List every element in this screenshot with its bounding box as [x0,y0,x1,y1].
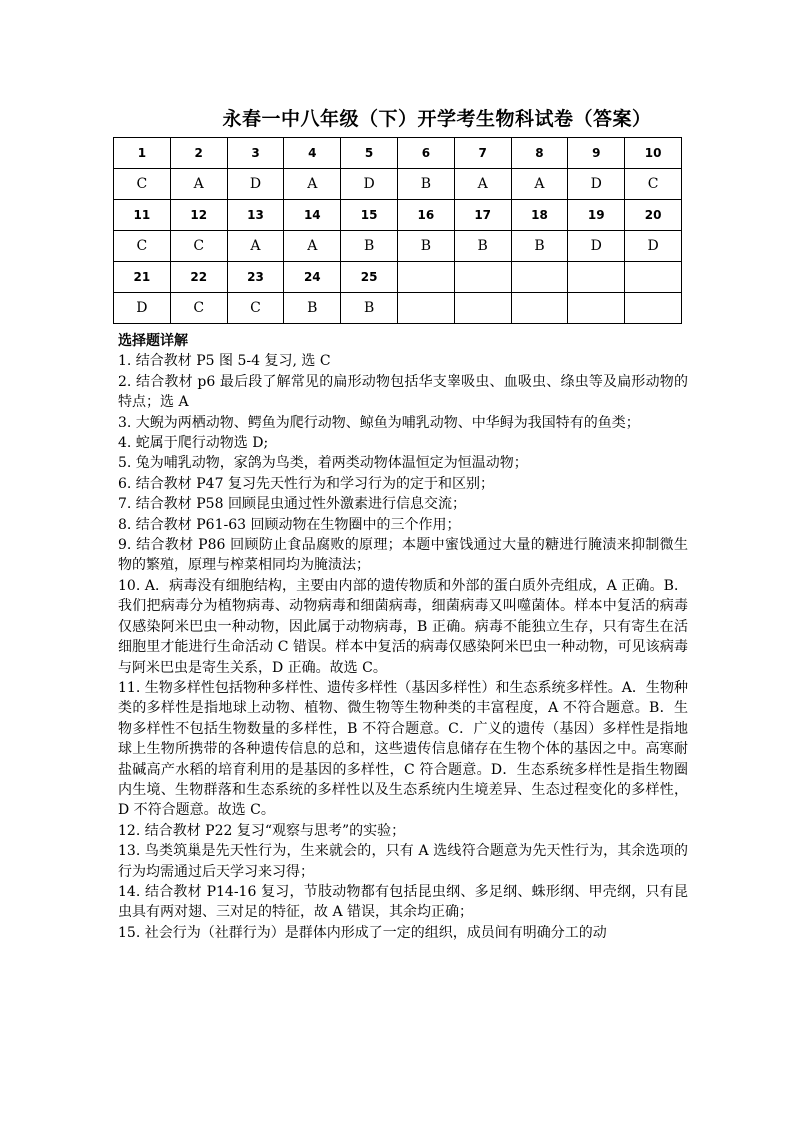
explanation-item: 11. 生物多样性包括物种多样性、遗传多样性（基因多样性）和生态系统多样性。A．生物种类的多样性是指地球上动物、植物、微生物等生物种类的丰富程度，A 不符合题意。B．生物多样性不包括生物数量的多样性，B 不符合题意。C．广义的遗传（基因）多样性是指地球上生物所携带的各种遗传信息的总和，这些遗传信息储存在生物个体的基因之中。高寒耐盐碱高产水稻的培育利用的是基因的多样性，C 符合题意。D．生态系统多样性是指生物圈内生境、生物群落和生态系统的多样性以及生态系统内生境差异、生态过程变化的多样性，D 不符合题意。故选 C。 [118,679,688,819]
answer-cell [397,293,454,324]
answer-cell: B [454,231,511,262]
answer-cell: A [284,169,341,200]
question-number-cell: 19 [568,200,625,231]
question-number-cell: 1 [114,138,171,169]
explanation-item: 14. 结合教材 P14-16 复习，节肢动物都有包括昆虫纲、多足纲、蛛形纲、甲壳纲，只有昆虫具有两对翅、三对足的特征，故 A 错误，其余均正确； [118,883,688,921]
question-number-cell: 6 [397,138,454,169]
answer-cell: D [625,231,682,262]
question-number-cell [511,262,568,293]
answer-cell: A [170,169,227,200]
answer-row [114,169,682,200]
answer-cell [454,293,511,324]
answer-cell: A [454,169,511,200]
question-number-cell: 8 [511,138,568,169]
question-number-cell: 24 [284,262,341,293]
question-number-cell: 17 [454,200,511,231]
question-number-cell: 21 [114,262,171,293]
explanation-item: 5. 兔为哺乳动物，家鸽为鸟类，着两类动物体温恒定为恒温动物； [118,455,528,472]
answer-cell [511,293,568,324]
answer-cell: B [397,169,454,200]
explanation-item: 4. 蛇属于爬行动物选 D; [118,435,269,452]
question-number-row [114,200,682,231]
question-number-cell: 3 [227,138,284,169]
question-number-cell: 11 [114,200,171,231]
answer-cell: A [511,169,568,200]
explanation-item: 13. 鸟类筑巢是先天性行为，生来就会的，只有 A 选线符合题意为先天性行为，其余选项的行为均需通过后天学习来习得； [118,843,688,880]
explanation-item: 7. 结合教材 P58 回顾昆虫通过性外激素进行信息交流； [118,496,466,513]
question-number-cell: 22 [170,262,227,293]
explanation-list [118,351,688,943]
question-number-cell: 7 [454,138,511,169]
explanation-item: 15. 社会行为（社群行为）是群体内形成了一定的组织，成员间有明确分工的动 [118,924,607,941]
question-number-cell: 10 [625,138,682,169]
answer-cell: D [568,169,625,200]
answer-cell [625,293,682,324]
question-number-cell: 5 [341,138,398,169]
question-number-cell: 20 [625,200,682,231]
explanation-item: 2. 结合教材 p6 最后段了解常见的扁形动物包括华支睾吸虫、血吸虫、绦虫等及扁形动物的特点；选 A [118,373,688,411]
answer-cell: B [284,293,341,324]
answer-cell: D [568,231,625,262]
question-number-cell: 9 [568,138,625,169]
answer-cell: C [170,231,227,262]
answer-cell: A [284,231,341,262]
question-number-cell: 4 [284,138,341,169]
question-number-cell: 13 [227,200,284,231]
question-number-cell [568,262,625,293]
explanations-section [118,331,688,943]
explanation-item: 9. 结合教材 P86 回顾防止食品腐败的原理；本题中蜜饯通过大量的糖进行腌渍来抑制微生物的繁殖，原理与榨菜相同均为腌渍法； [118,537,688,574]
answer-cell: C [170,293,227,324]
question-number-cell [625,262,682,293]
answer-cell [568,293,625,324]
answer-cell: C [114,169,171,200]
answer-cell: B [341,293,398,324]
answer-cell: C [114,231,171,262]
answer-row [114,231,682,262]
answer-cell: C [625,169,682,200]
answer-cell: D [227,169,284,200]
explanation-item: 10. A．病毒没有细胞结构，主要由内部的遗传物质和外部的蛋白质外壳组成，A 正确。B．我们把病毒分为植物病毒、动物病毒和细菌病毒，细菌病毒又叫噬菌体。样本中复活的病毒仅感染阿米巴虫一种动物，因此属于动物病毒，B 正确。病毒不能独立生存，只有寄生在活细胞里才能进行生命活动 C 错误。样本中复活的病毒仅感染阿米巴虫一种动物，可见该病毒与阿米巴虫是寄生关系，D 正确。故选 C。 [118,577,688,676]
question-number-cell: 2 [170,138,227,169]
answer-table [113,137,682,324]
explanation-item: 1. 结合教材 P5 图 5-4 复习, 选 C [118,353,331,370]
question-number-cell: 12 [170,200,227,231]
answer-cell: A [227,231,284,262]
section-heading: 选择题详解 [118,333,188,349]
answer-cell: D [114,293,171,324]
answer-cell: B [341,231,398,262]
question-number-cell: 23 [227,262,284,293]
question-number-row [114,138,682,169]
question-number-cell [454,262,511,293]
explanation-item: 12. 结合教材 P22 复习“观察与思考”的实验； [118,822,406,839]
question-number-cell: 15 [341,200,398,231]
answer-cell: D [341,169,398,200]
explanation-item: 3. 大鲵为两栖动物、鳄鱼为爬行动物、鲸鱼为哺乳动物、中华鲟为我国特有的鱼类； [118,414,640,431]
question-number-cell: 18 [511,200,568,231]
answer-row [114,293,682,324]
question-number-cell [397,262,454,293]
question-number-cell: 25 [341,262,398,293]
question-number-cell: 16 [397,200,454,231]
question-number-row [114,262,682,293]
explanation-item: 6. 结合教材 P47 复习先天性行为和学习行为的定于和区别； [118,475,494,492]
page-title: 永春一中八年级（下）开学考生物科试卷（答案） [222,108,652,130]
answer-cell: B [397,231,454,262]
answer-cell: C [227,293,284,324]
question-number-cell: 14 [284,200,341,231]
answer-cell: B [511,231,568,262]
explanation-item: 8. 结合教材 P61-63 回顾动物在生物圈中的三个作用； [118,516,461,533]
